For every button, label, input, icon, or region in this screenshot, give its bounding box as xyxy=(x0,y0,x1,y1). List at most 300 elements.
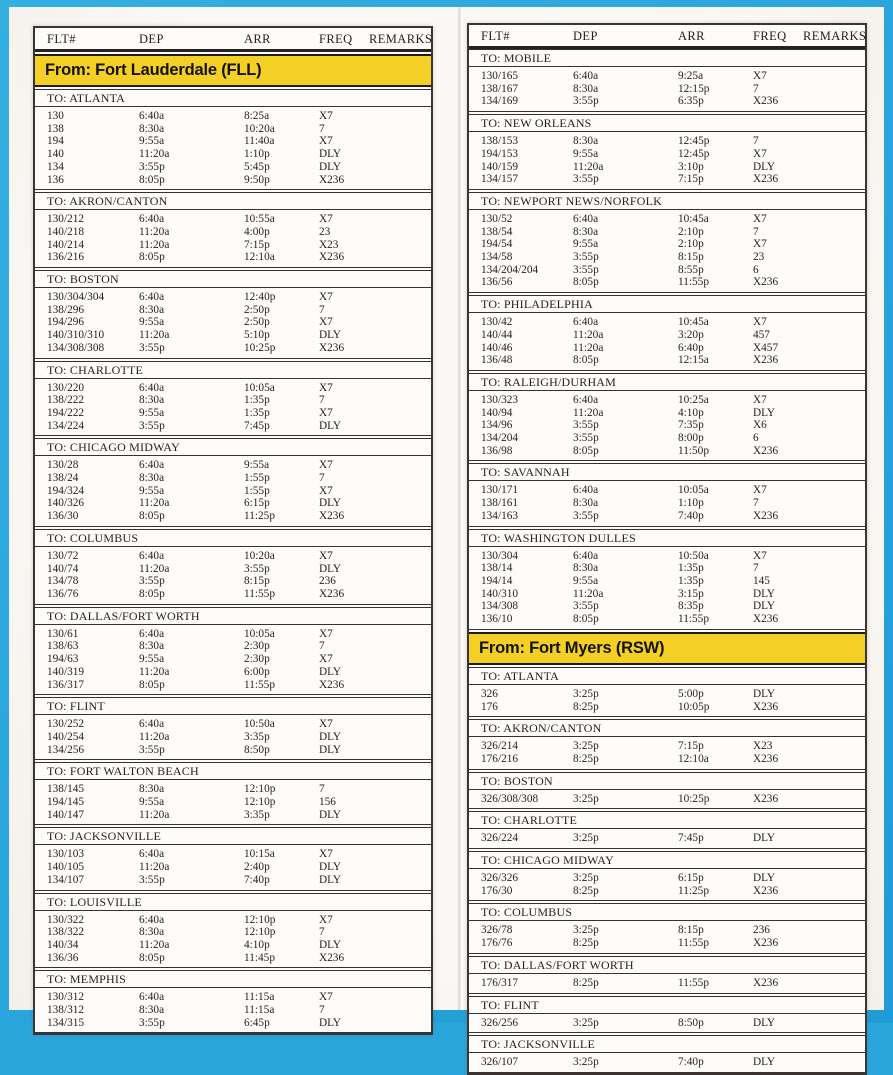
flight-row xyxy=(35,952,431,965)
flight-row xyxy=(35,329,431,342)
flight-rows xyxy=(35,547,431,604)
departure-time: 3:25p xyxy=(573,687,599,700)
flight-row xyxy=(35,1004,431,1017)
departure-time: 9:55a xyxy=(573,238,599,251)
flight-number: 134/315 xyxy=(47,1016,85,1029)
flight-row xyxy=(35,459,431,472)
flight-number: 140/319 xyxy=(47,665,85,678)
frequency: X236 xyxy=(753,884,779,897)
frequency: X236 xyxy=(753,444,779,457)
remarks xyxy=(803,135,865,148)
remarks xyxy=(803,342,865,355)
frequency: X7 xyxy=(753,212,767,225)
flight-number: 134/157 xyxy=(481,173,519,186)
remarks xyxy=(803,148,865,161)
column-header-row xyxy=(35,28,431,52)
flight-rows xyxy=(469,685,865,716)
frequency: DLY xyxy=(319,873,342,886)
arrival-time: 7:15p xyxy=(678,740,704,753)
frequency: X236 xyxy=(319,510,345,523)
flight-number: 136/36 xyxy=(47,951,79,964)
frequency: 7 xyxy=(319,303,325,316)
flight-rows xyxy=(469,829,865,848)
remarks xyxy=(803,497,865,510)
arrival-time: 10:20a xyxy=(244,549,275,562)
frequency: X236 xyxy=(319,341,345,354)
departure-time: 3:25p xyxy=(573,740,599,753)
flight-row xyxy=(469,740,865,753)
table-body xyxy=(35,54,431,1033)
flight-row xyxy=(469,432,865,445)
flight-number: 140/44 xyxy=(481,328,513,341)
flight-number: 130/52 xyxy=(481,212,513,225)
arrival-time: 7:15p xyxy=(244,238,270,251)
flight-number: 138 xyxy=(47,122,64,135)
flight-row xyxy=(469,550,865,563)
page-fold-line xyxy=(457,7,463,1010)
arrival-time: 12:10p xyxy=(244,926,276,939)
flight-number: 130/28 xyxy=(47,459,79,472)
arrival-time: 1:55p xyxy=(244,484,270,497)
destination-section xyxy=(469,772,865,810)
flight-rows xyxy=(469,1053,865,1072)
remarks xyxy=(803,407,865,420)
remarks xyxy=(803,924,865,937)
flight-number: 138/296 xyxy=(47,303,85,316)
departure-time: 6:40a xyxy=(139,627,165,640)
remarks xyxy=(803,575,865,588)
flight-row xyxy=(35,226,431,239)
remarks xyxy=(803,329,865,342)
destination-section xyxy=(469,49,865,112)
remarks xyxy=(369,848,431,861)
flight-number: 138/167 xyxy=(481,82,519,95)
departure-time: 3:55p xyxy=(139,341,165,354)
flight-row xyxy=(35,123,431,136)
flight-number: 140/46 xyxy=(481,341,513,354)
departure-time: 3:55p xyxy=(573,95,599,108)
arrival-time: 12:10p xyxy=(244,913,276,926)
frequency: 7 xyxy=(753,562,759,575)
flight-row xyxy=(35,239,431,252)
destination-section xyxy=(469,529,865,630)
flight-row xyxy=(35,653,431,666)
flight-number: 140/34 xyxy=(47,938,79,951)
frequency: 7 xyxy=(319,122,325,135)
flight-rows xyxy=(469,313,865,370)
frequency: 7 xyxy=(319,926,325,939)
flight-row xyxy=(469,977,865,990)
remarks xyxy=(803,276,865,289)
frequency: DLY xyxy=(319,562,342,575)
flight-number: 134/308/308 xyxy=(47,341,105,354)
arrival-time: 1:35p xyxy=(244,394,270,407)
flight-rows xyxy=(469,921,865,952)
flight-number: 138/54 xyxy=(481,225,513,238)
flight-number: 136/317 xyxy=(47,678,85,691)
column-header-dep: DEP xyxy=(573,29,598,43)
arrival-time: 12:10p xyxy=(244,783,276,796)
flight-row xyxy=(469,924,865,937)
departure-time: 3:55p xyxy=(573,509,599,522)
remarks xyxy=(369,174,431,187)
departure-time: 8:25p xyxy=(573,700,599,713)
frequency: X7 xyxy=(319,913,333,926)
flight-number: 140/74 xyxy=(47,562,79,575)
arrival-time: 6:45p xyxy=(244,1016,270,1029)
remarks xyxy=(369,420,431,433)
flight-row xyxy=(35,861,431,874)
frequency: 7 xyxy=(319,394,325,407)
flight-row xyxy=(35,213,431,226)
flight-number: 194/324 xyxy=(47,484,85,497)
column-header-freq: FREQ xyxy=(753,29,787,43)
flight-number: 140/310/310 xyxy=(47,329,105,342)
flight-row xyxy=(469,600,865,613)
remarks xyxy=(369,952,431,965)
flight-number: 138/222 xyxy=(47,394,85,407)
arrival-time: 1:35p xyxy=(678,574,704,587)
destination-header: TO: SAVANNAH xyxy=(469,464,865,481)
destination-header: TO: MEMPHIS xyxy=(35,971,431,988)
frequency: X7 xyxy=(753,484,767,497)
flight-number: 140/214 xyxy=(47,238,85,251)
frequency: DLY xyxy=(319,730,342,743)
remarks xyxy=(369,510,431,523)
flight-rows xyxy=(35,107,431,189)
flight-number: 130/72 xyxy=(47,549,79,562)
remarks xyxy=(803,445,865,458)
departure-time: 8:30a xyxy=(139,122,165,135)
departure-time: 8:05p xyxy=(139,678,165,691)
column-header-dep: DEP xyxy=(139,32,164,46)
frequency: X7 xyxy=(319,291,333,304)
frequency: DLY xyxy=(753,687,776,700)
flight-number: 138/322 xyxy=(47,926,85,939)
frequency: X7 xyxy=(319,484,333,497)
flight-number: 194/54 xyxy=(481,238,513,251)
departure-time: 8:05p xyxy=(139,510,165,523)
frequency: X7 xyxy=(319,848,333,861)
remarks xyxy=(803,161,865,174)
flight-row xyxy=(469,95,865,108)
flight-number: 326/78 xyxy=(481,924,513,937)
flight-number: 194/14 xyxy=(481,574,513,587)
frequency: X236 xyxy=(319,251,345,264)
departure-time: 6:40a xyxy=(573,549,599,562)
remarks xyxy=(803,588,865,601)
frequency: DLY xyxy=(753,832,776,845)
departure-time: 3:55p xyxy=(573,173,599,186)
flight-row xyxy=(35,497,431,510)
departure-time: 6:40a xyxy=(139,718,165,731)
frequency: X7 xyxy=(319,406,333,419)
destination-section xyxy=(469,373,865,462)
frequency: X7 xyxy=(319,381,333,394)
departure-time: 9:55a xyxy=(139,484,165,497)
arrival-time: 12:15p xyxy=(678,82,710,95)
arrival-time: 3:35p xyxy=(244,730,270,743)
flight-rows xyxy=(469,869,865,900)
arrival-time: 6:00p xyxy=(244,665,270,678)
flight-number: 326 xyxy=(481,687,498,700)
flight-row xyxy=(469,173,865,186)
flight-row xyxy=(35,809,431,822)
frequency: DLY xyxy=(319,861,342,874)
departure-time: 6:40a xyxy=(139,848,165,861)
departure-time: 8:30a xyxy=(139,472,165,485)
frequency: X236 xyxy=(753,752,779,765)
flight-row xyxy=(35,550,431,563)
frequency: DLY xyxy=(753,160,776,173)
arrival-time: 10:05a xyxy=(244,381,275,394)
flight-row xyxy=(35,382,431,395)
frequency: 7 xyxy=(319,472,325,485)
remarks xyxy=(803,95,865,108)
frequency: X236 xyxy=(319,587,345,600)
flight-row xyxy=(469,484,865,497)
departure-time: 8:30a xyxy=(573,135,599,148)
flight-row xyxy=(35,291,431,304)
remarks xyxy=(369,575,431,588)
arrival-time: 12:15a xyxy=(678,354,709,367)
departure-time: 11:20a xyxy=(573,587,604,600)
departure-time: 3:55p xyxy=(573,600,599,613)
column-header-remarks: REMARKS xyxy=(369,32,433,46)
flight-row xyxy=(469,701,865,714)
flight-number: 326/107 xyxy=(481,1056,519,1069)
flight-number: 138/63 xyxy=(47,640,79,653)
flight-row xyxy=(469,575,865,588)
frequency: 7 xyxy=(753,82,759,95)
flight-row xyxy=(469,161,865,174)
column-header-flt: FLT# xyxy=(47,32,76,46)
flight-number: 130/304/304 xyxy=(47,291,105,304)
column-header-freq: FREQ xyxy=(319,32,353,46)
remarks xyxy=(369,213,431,226)
flight-row xyxy=(35,666,431,679)
departure-time: 11:20a xyxy=(139,665,170,678)
departure-time: 8:30a xyxy=(573,562,599,575)
remarks xyxy=(803,432,865,445)
frequency: X7 xyxy=(319,627,333,640)
frequency: X7 xyxy=(319,718,333,731)
departure-time: 8:05p xyxy=(573,613,599,626)
arrival-time: 7:35p xyxy=(678,419,704,432)
arrival-time: 8:55p xyxy=(678,263,704,276)
remarks xyxy=(369,472,431,485)
flight-rows xyxy=(469,547,865,629)
flight-number: 130/165 xyxy=(481,70,519,82)
arrival-time: 1:35p xyxy=(244,406,270,419)
arrival-time: 11:55p xyxy=(678,937,709,950)
destination-section xyxy=(469,719,865,769)
flight-row xyxy=(469,83,865,96)
flight-rows xyxy=(35,288,431,358)
flight-number: 326/224 xyxy=(481,832,519,845)
remarks xyxy=(803,701,865,714)
departure-time: 8:05p xyxy=(573,444,599,457)
flight-rows xyxy=(469,210,865,292)
flight-number: 130/103 xyxy=(47,848,85,861)
frequency: DLY xyxy=(319,329,342,342)
flight-rows xyxy=(35,456,431,526)
flight-number: 134/224 xyxy=(47,419,85,432)
arrival-time: 11:25p xyxy=(678,884,709,897)
destination-section xyxy=(35,529,431,605)
destination-header: TO: JACKSONVILLE xyxy=(469,1036,865,1053)
flight-row xyxy=(469,135,865,148)
departure-time: 11:20a xyxy=(573,406,604,419)
flight-row xyxy=(469,329,865,342)
frequency: DLY xyxy=(753,587,776,600)
departure-time: 3:55p xyxy=(139,873,165,886)
flight-rows xyxy=(35,625,431,695)
departure-time: 6:40a xyxy=(573,212,599,225)
remarks xyxy=(369,1017,431,1030)
flight-number: 134/107 xyxy=(47,873,85,886)
flight-rows xyxy=(35,845,431,889)
remarks xyxy=(369,459,431,472)
departure-time: 3:55p xyxy=(573,263,599,276)
remarks xyxy=(803,793,865,806)
remarks xyxy=(369,666,431,679)
departure-time: 11:20a xyxy=(139,562,170,575)
arrival-time: 10:05a xyxy=(244,627,275,640)
arrival-time: 10:25a xyxy=(678,393,709,406)
flight-row xyxy=(35,914,431,927)
flight-number: 130/252 xyxy=(47,718,85,731)
column-header-arr: ARR xyxy=(678,29,705,43)
remarks xyxy=(369,563,431,576)
flight-number: 136 xyxy=(47,173,64,186)
destination-header: TO: RALEIGH/DURHAM xyxy=(469,374,865,391)
departure-time: 9:55a xyxy=(139,316,165,329)
frequency: X7 xyxy=(319,213,333,226)
flight-row xyxy=(469,613,865,626)
flight-number: 138/312 xyxy=(47,1004,85,1017)
flight-row xyxy=(469,832,865,845)
arrival-time: 10:05a xyxy=(678,484,709,497)
departure-time: 11:20a xyxy=(139,730,170,743)
frequency: DLY xyxy=(319,419,342,432)
departure-time: 8:25p xyxy=(573,937,599,950)
flight-number: 194/63 xyxy=(47,653,79,666)
remarks xyxy=(803,1056,865,1069)
destination-section xyxy=(469,811,865,849)
flight-row xyxy=(35,510,431,523)
destination-section xyxy=(35,270,431,359)
departure-time: 6:40a xyxy=(139,110,165,122)
remarks xyxy=(803,70,865,83)
flight-row xyxy=(469,342,865,355)
destination-section xyxy=(35,970,431,1033)
frequency: X236 xyxy=(753,509,779,522)
remarks xyxy=(369,407,431,420)
flight-number: 130/322 xyxy=(47,913,85,926)
arrival-time: 10:25p xyxy=(678,792,710,805)
frequency: 236 xyxy=(319,575,336,588)
arrival-time: 12:10a xyxy=(244,251,275,264)
destination-section xyxy=(35,827,431,890)
remarks xyxy=(369,161,431,174)
departure-time: 3:55p xyxy=(573,251,599,264)
frequency: 7 xyxy=(753,135,759,148)
flight-row xyxy=(35,110,431,123)
flight-rows xyxy=(35,780,431,824)
arrival-time: 7:15p xyxy=(678,173,704,186)
frequency: X7 xyxy=(319,459,333,472)
destination-section xyxy=(35,361,431,437)
departure-time: 8:30a xyxy=(139,303,165,316)
frequency: 145 xyxy=(753,574,770,587)
remarks xyxy=(803,226,865,239)
column-header-row xyxy=(469,25,865,49)
remarks xyxy=(369,861,431,874)
remarks xyxy=(369,783,431,796)
flight-row xyxy=(469,226,865,239)
frequency: 7 xyxy=(753,497,759,510)
flight-row xyxy=(469,394,865,407)
arrival-time: 8:15p xyxy=(678,924,704,937)
flight-row xyxy=(469,562,865,575)
arrival-time: 1:55p xyxy=(244,472,270,485)
arrival-time: 11:55p xyxy=(678,976,709,989)
flight-rows xyxy=(469,67,865,111)
frequency: X236 xyxy=(319,678,345,691)
departure-time: 3:55p xyxy=(139,160,165,173)
departure-time: 8:25p xyxy=(573,884,599,897)
arrival-time: 7:45p xyxy=(678,832,704,845)
arrival-time: 7:45p xyxy=(244,419,270,432)
departure-time: 6:40a xyxy=(139,549,165,562)
flight-row xyxy=(469,872,865,885)
remarks xyxy=(803,419,865,432)
frequency: DLY xyxy=(753,406,776,419)
destination-section xyxy=(469,463,865,526)
frequency: DLY xyxy=(753,600,776,613)
destination-header: TO: FLINT xyxy=(469,997,865,1014)
flight-number: 130/42 xyxy=(481,316,513,329)
flight-rows xyxy=(35,988,431,1032)
destination-header: TO: WASHINGTON DULLES xyxy=(469,530,865,547)
departure-time: 11:20a xyxy=(139,148,170,161)
flight-number: 140/326 xyxy=(47,497,85,510)
flight-number: 138/14 xyxy=(481,562,513,575)
flight-number: 194/296 xyxy=(47,316,85,329)
flight-rows xyxy=(469,974,865,993)
arrival-time: 11:50p xyxy=(678,444,709,457)
remarks xyxy=(369,394,431,407)
departure-time: 9:55a xyxy=(139,406,165,419)
arrival-time: 12:45p xyxy=(678,147,710,160)
flight-number: 140/254 xyxy=(47,730,85,743)
destination-header: TO: JACKSONVILLE xyxy=(35,828,431,845)
remarks xyxy=(803,484,865,497)
flight-row xyxy=(35,407,431,420)
flight-row xyxy=(469,264,865,277)
arrival-time: 2:40p xyxy=(244,861,270,874)
remarks xyxy=(369,316,431,329)
frequency: 7 xyxy=(753,225,759,238)
flight-number: 140/310 xyxy=(481,587,519,600)
flight-number: 130/304 xyxy=(481,549,519,562)
arrival-time: 7:40p xyxy=(244,873,270,886)
departure-time: 8:30a xyxy=(139,640,165,653)
remarks xyxy=(369,718,431,731)
departure-time: 6:40a xyxy=(573,393,599,406)
departure-time: 8:05p xyxy=(573,276,599,289)
